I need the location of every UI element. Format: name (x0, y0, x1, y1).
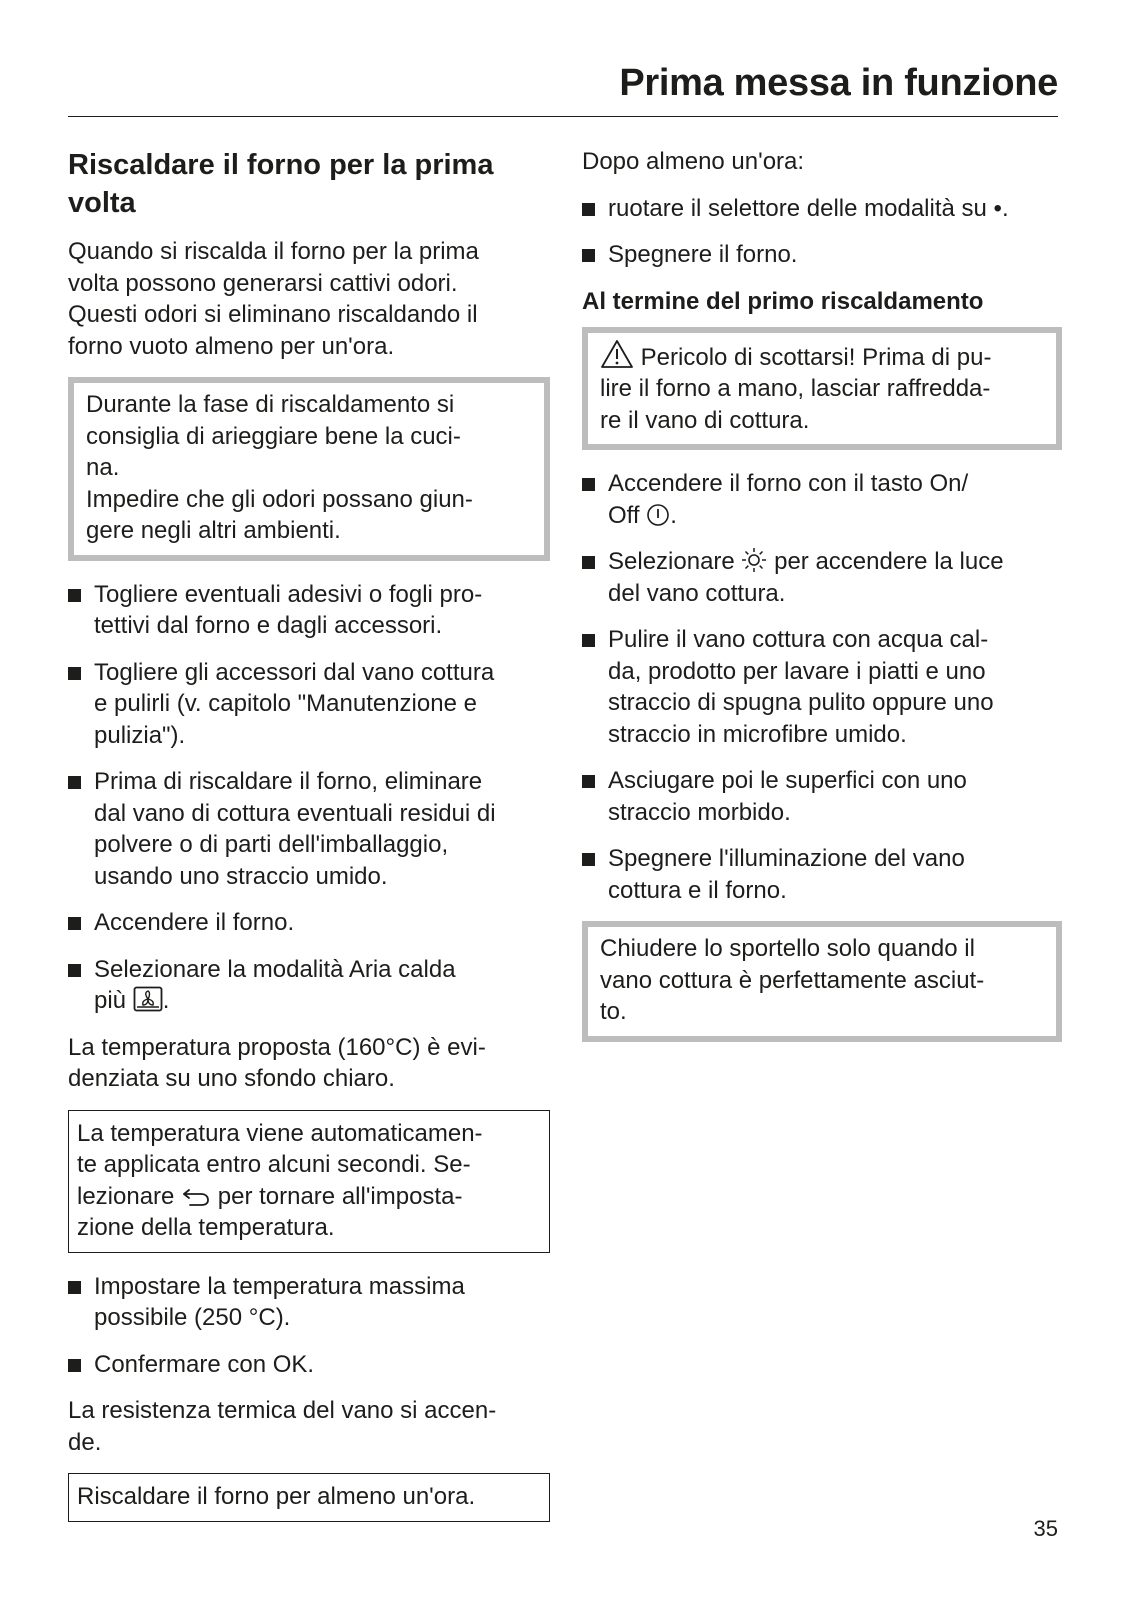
square-bullet-icon (582, 556, 595, 569)
square-bullet-icon (68, 917, 81, 930)
list-item: Accendere il forno. (68, 907, 550, 939)
intro-paragraph: Quando si riscalda il forno per la prima volta possono generarsi cattivi odori. Questi odori si eliminano riscaldando il forno vuoto almeno per un'ora. (68, 238, 479, 360)
light-bulb-icon (741, 547, 767, 573)
sub-section-title: Al termine del primo riscaldamento (582, 287, 984, 315)
ventilation-note-box: Durante la fase di riscaldamento si consiglia di arieggiare bene la cuci- na. Impedire che gli odori possano giun- gere negli altri ambienti. (68, 377, 550, 561)
square-bullet-icon (582, 634, 595, 647)
square-bullet-icon (582, 853, 595, 866)
list-item: Selezionare per accendere la luce del vano cottura. (582, 546, 1062, 609)
list-item: Confermare con OK. (68, 1349, 550, 1381)
preparation-steps (68, 579, 550, 1017)
after-hour-steps (582, 193, 1062, 271)
square-bullet-icon (582, 478, 595, 491)
list-item: Spegnere l'illuminazione del vano cottura e il forno. (582, 843, 1062, 906)
square-bullet-icon (68, 964, 81, 977)
list-item: Prima di riscaldare il forno, eliminare dal vano di cottura eventuali residui di polvere o di parti dell'imballaggio, usando uno straccio umido. (68, 766, 550, 892)
burn-warning-box: Pericolo di scottarsi! Prima di pu- lire il forno a mano, lasciar raffredda- re il vano di cottura. (582, 327, 1062, 451)
temperature-steps (68, 1271, 550, 1381)
list-item: ruotare il selettore delle modalità su •. (582, 193, 1062, 225)
square-bullet-icon (68, 776, 81, 789)
power-icon (646, 503, 670, 527)
list-item: Selezionare la modalità Aria calda più . (68, 954, 550, 1017)
temperature-info-box: La temperatura viene automaticamen- te applicata entro alcuni secondi. Se- lezionare per tornare all'imposta- zione della temperatura. (68, 1110, 550, 1253)
page-number: 35 (1033, 1516, 1058, 1541)
list-item: Impostare la temperatura massima possibile (250 °C). (68, 1271, 550, 1334)
square-bullet-icon (582, 249, 595, 262)
fan-plus-mode-icon (133, 986, 163, 1012)
back-arrow-icon (181, 1186, 211, 1208)
warning-triangle-icon (600, 339, 634, 369)
list-item: Togliere gli accessori dal vano cottura e pulirli (v. capitolo "Manutenzione e pulizia"). (68, 657, 550, 752)
list-item: Asciugare poi le superfici con uno straccio morbido. (582, 765, 1062, 828)
list-item: Pulire il vano cottura con acqua cal- da, prodotto per lavare i piatti e uno straccio di spugna pulito oppure uno straccio in microfibre umido. (582, 624, 1062, 750)
header-divider (68, 116, 1058, 117)
square-bullet-icon (68, 589, 81, 602)
after-hour-text: Dopo almeno un'ora: (582, 148, 805, 175)
square-bullet-icon (582, 203, 595, 216)
door-close-note-box: Chiudere lo sportello solo quando il vano cottura è perfettamente asciut- to. (582, 921, 1062, 1042)
square-bullet-icon (582, 775, 595, 788)
square-bullet-icon (68, 667, 81, 680)
square-bullet-icon (68, 1281, 81, 1294)
list-item: Spegnere il forno. (582, 239, 1062, 271)
cleaning-steps (582, 468, 1062, 906)
left-column (68, 140, 550, 1540)
section-title: Riscaldare il forno per la prima volta (68, 149, 494, 219)
right-column (582, 140, 1062, 1060)
page-header-title: Prima messa in funzione (619, 62, 1058, 104)
temperature-paragraph: La temperatura proposta (160°C) è evi- denziata su uno sfondo chiaro. (68, 1033, 486, 1092)
square-bullet-icon (68, 1359, 81, 1372)
list-item: Accendere il forno con il tasto On/ Off . (582, 468, 1062, 531)
heating-duration-box: Riscaldare il forno per almeno un'ora. (68, 1473, 550, 1522)
resistance-paragraph: La resistenza termica del vano si accen- de. (68, 1397, 497, 1456)
list-item: Togliere eventuali adesivi o fogli pro- tettivi dal forno e dagli accessori. (68, 579, 550, 642)
